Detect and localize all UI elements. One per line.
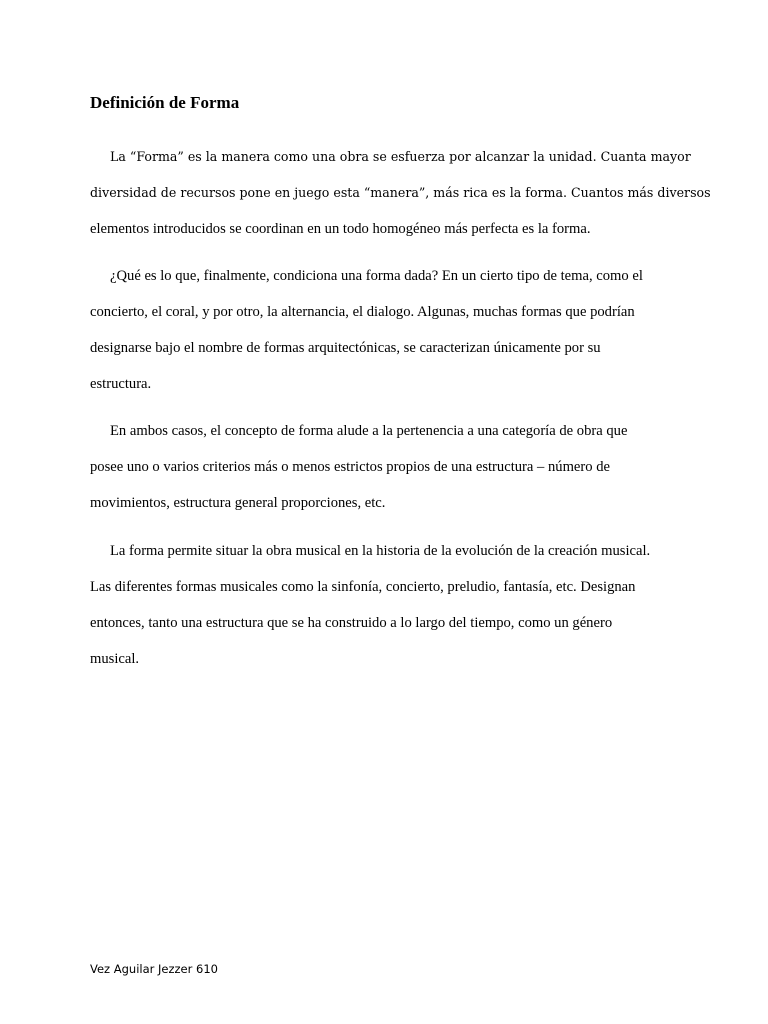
- paragraph-ambos-casos: [90, 413, 690, 521]
- paragraph-line: elementos introducidos se coordinan en un todo homogéneo más perfecta es la forma.: [90, 221, 591, 237]
- paragraph-line: entonces, tanto una estructura que se ha construido a lo largo del tiempo, como un género: [90, 615, 613, 631]
- page-footer: Vez Aguilar Jezzer 610: [90, 962, 218, 976]
- paragraph-forma-permite: [90, 533, 690, 677]
- paragraph-line: concierto, el coral, y por otro, la alternancia, el dialogo. Algunas, muchas formas que podrían: [90, 304, 635, 320]
- paragraph-line: La “Forma” es la manera como una obra se esfuerza por alcanzar la unidad. Cuanta mayor: [110, 149, 691, 164]
- paragraph-line: designarse bajo el nombre de formas arquitectónicas, se caracterizan únicamente por su: [90, 340, 601, 356]
- paragraph-line: En ambos casos, el concepto de forma alude a la pertenencia a una categoría de obra que: [110, 423, 628, 439]
- paragraph-line: posee uno o varios criterios más o menos estrictos propios de una estructura – número de: [90, 459, 610, 475]
- paragraph-line: Las diferentes formas musicales como la sinfonía, concierto, preludio, fantasía, etc. Designan: [90, 579, 636, 595]
- paragraph-line: ¿Qué es lo que, finalmente, condiciona una forma dada? En un cierto tipo de tema, como el: [110, 268, 643, 284]
- paragraph-que-condiciona: [90, 258, 690, 402]
- paragraph-line: movimientos, estructura general proporciones, etc.: [90, 495, 386, 511]
- paragraph-line: estructura.: [90, 376, 152, 392]
- paragraph-line: La forma permite situar la obra musical en la historia de la evolución de la creación musical.: [110, 543, 651, 559]
- paragraph-line: musical.: [90, 651, 140, 667]
- paragraph-forma-definicion: [90, 139, 711, 247]
- document-title: Definición de Forma: [90, 93, 240, 112]
- paragraph-line: diversidad de recursos pone en juego esta “manera”, más rica es la forma. Cuantos más diversos: [90, 185, 711, 200]
